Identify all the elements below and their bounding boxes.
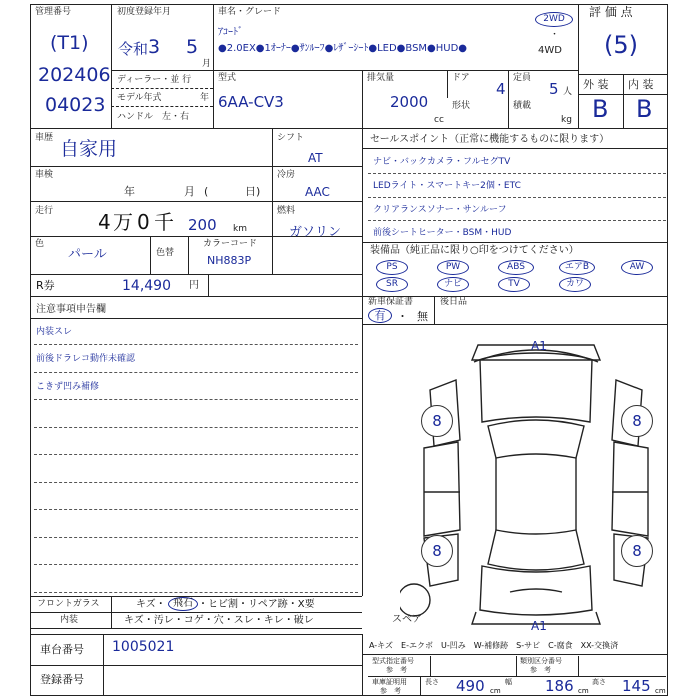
capacity-unit: 人 xyxy=(563,87,573,97)
equip-leather: カワ xyxy=(559,277,591,292)
front-mark: A1 xyxy=(531,339,547,353)
eval-label: 評 価 点 xyxy=(589,5,633,19)
month-unit: 月 xyxy=(202,59,212,69)
era: 令和 xyxy=(118,40,149,58)
warranty-no: 無 xyxy=(417,310,428,323)
note-line xyxy=(34,427,358,428)
drive-dot: ・ xyxy=(550,30,560,40)
displacement: 2000 xyxy=(390,93,429,111)
damage-legend: A-キズ E-エクボ U-凹み W-補修跡 S-サビ C-腐食 XX-交換済 xyxy=(369,641,619,650)
class-sub: 参 考 xyxy=(530,666,551,674)
rear-window-outline xyxy=(488,530,584,570)
color-code: NH883P xyxy=(207,254,252,267)
interior-label: 内 装 xyxy=(628,78,654,91)
yen-unit: 円 xyxy=(189,280,199,291)
left-doors xyxy=(424,442,460,536)
equip-navi: ナビ xyxy=(437,277,469,292)
chassis-number: 1005021 xyxy=(112,639,175,655)
kg-unit: kg xyxy=(561,115,572,125)
tire-front-right: 8 xyxy=(621,405,653,437)
color-change-label: 色替 xyxy=(156,248,175,258)
name-grade-label: 車名・グレード xyxy=(218,7,282,17)
windshield-outline xyxy=(488,420,584,458)
model-type: 6AA-CV3 xyxy=(218,93,284,111)
height: 145 xyxy=(622,677,651,695)
sales-point-1: ナビ・バックカメラ・フルセグTV xyxy=(373,157,511,167)
mileage-label: 走行 xyxy=(35,206,54,216)
ac: AAC xyxy=(305,185,330,199)
color: パール xyxy=(68,247,107,262)
rear-mark: A1 xyxy=(531,619,547,633)
note-line xyxy=(34,592,358,593)
inspection-paren: ( xyxy=(204,185,209,198)
sales-point-4: 前後シートヒーター・BSM・HUD xyxy=(373,228,512,238)
mgmt-number-1: 202406 xyxy=(38,64,111,86)
equip-tv: TV xyxy=(498,277,530,292)
note-line xyxy=(34,537,358,538)
windshield-opt-b: ・ヒビ割・リペア跡・X要 xyxy=(198,599,315,610)
car-name: ｱｺｰﾄﾞ xyxy=(218,27,243,38)
equipment-title: 装備品（純正品に限り○印をつけてください） xyxy=(370,245,579,256)
displacement-label: 排気量 xyxy=(367,73,395,83)
shape-label: 形状 xyxy=(452,101,471,111)
length-unit: cm xyxy=(490,687,501,695)
registration-label: 登録番号 xyxy=(40,673,84,686)
equip-aw: AW xyxy=(621,260,653,275)
reg-cert-sub: 参 考 xyxy=(380,687,401,695)
shift-label: シフト xyxy=(277,133,305,143)
inspection-year: 年 xyxy=(124,185,135,198)
history-label: 車歴 xyxy=(35,133,54,143)
note-3: こきず凹み補修 xyxy=(36,382,100,392)
cc-unit: cc xyxy=(434,115,444,125)
warranty-dot: ・ xyxy=(397,310,408,323)
first-reg-label: 初度登録年月 xyxy=(117,7,172,17)
eval-score: (5) xyxy=(604,31,638,59)
right-doors xyxy=(612,442,648,536)
width-unit: cm xyxy=(578,687,589,695)
hood-outline xyxy=(480,350,592,422)
reg-cert-label: 車庫証明用 xyxy=(372,678,407,686)
r-label: R券 xyxy=(36,279,55,292)
drive-4wd: 4WD xyxy=(538,45,562,56)
note-1: 内装スレ xyxy=(36,327,73,337)
equip-abs: ABS xyxy=(498,260,534,275)
mgmt-number-2: 04023 xyxy=(45,94,106,116)
height-unit: cm xyxy=(655,687,666,695)
note-line xyxy=(34,344,358,345)
tire-rear-left: 8 xyxy=(421,535,453,567)
load-label: 積載 xyxy=(513,101,532,111)
sales-point-3: クリアランスソナー・サンルーフ xyxy=(373,205,507,215)
later-items-label: 後日品 xyxy=(440,297,468,307)
width-label: 幅 xyxy=(505,678,512,686)
length: 490 xyxy=(456,677,485,695)
inspection-month: 月 xyxy=(184,185,195,198)
history: 自家用 xyxy=(60,138,118,160)
mgmt-label: 管理番号 xyxy=(35,7,72,17)
trunk-line xyxy=(510,589,562,592)
capacity-label: 定員 xyxy=(513,73,532,83)
model-type-label: 型式 xyxy=(218,73,237,83)
inspection-label: 車検 xyxy=(35,170,54,180)
roof-sides xyxy=(496,458,576,530)
note-line xyxy=(34,564,358,565)
door-label: ドア xyxy=(452,73,470,83)
drive-2wd-circled: 2WD xyxy=(535,12,573,27)
shift: AT xyxy=(308,151,323,165)
note-line xyxy=(34,399,358,400)
car-diagram xyxy=(400,330,668,633)
note-line xyxy=(34,509,358,510)
mileage-man: 万 xyxy=(113,210,133,234)
warranty-yes-circled: 有 xyxy=(368,308,392,323)
model-year-label: モデル年式 xyxy=(117,93,162,103)
reg-year: 3 xyxy=(148,36,161,58)
r-amount: 14,490 xyxy=(122,278,171,294)
sales-point-2: LEDライト・スマートキー2個・ETC xyxy=(373,181,521,191)
mgmt-code: (T1) xyxy=(50,32,89,54)
windshield-label: フロントガラス xyxy=(37,599,100,609)
interior-cond-label: 内装 xyxy=(60,615,79,625)
interior-conditions: キズ・汚レ・コゲ・穴・スレ・キレ・破レ xyxy=(124,615,314,626)
note-2: 前後ドラレコ動作未確認 xyxy=(36,354,136,364)
chassis-label: 車台番号 xyxy=(40,643,84,656)
handle-label: ハンドル 左・右 xyxy=(117,112,190,122)
notes-title: 注意事項申告欄 xyxy=(36,304,106,315)
ac-label: 冷房 xyxy=(277,170,296,180)
mileage-sen: 千 xyxy=(154,210,174,234)
mileage-hundreds: 200 xyxy=(188,216,217,234)
model-cert-label: 型式指定番号 xyxy=(372,657,414,665)
fuel-label: 燃料 xyxy=(277,206,296,216)
fuel: ガソリン xyxy=(289,225,342,240)
note-line xyxy=(34,482,358,483)
interior-grade: B xyxy=(636,95,653,123)
height-label: 高さ xyxy=(592,678,606,686)
tire-front-left: 8 xyxy=(421,405,453,437)
capacity: 5 xyxy=(549,80,559,98)
class-label: 類別区分番号 xyxy=(520,657,562,665)
reg-month: 5 xyxy=(186,36,199,58)
sales-points-title: セールスポイント（正常に機能するものに限ります） xyxy=(370,134,610,145)
mileage-ten-thousands: 4 xyxy=(98,210,111,234)
spare-tire-outline xyxy=(400,584,430,616)
model-cert-sub: 参 考 xyxy=(386,666,407,674)
mileage-thousands: 0 xyxy=(137,210,150,234)
note-line xyxy=(34,454,358,455)
color-label: 色 xyxy=(35,239,45,249)
equip-sr: SR xyxy=(376,277,408,292)
exterior-label: 外 装 xyxy=(583,78,609,91)
equip-airbag: エアB xyxy=(559,260,595,275)
length-label: 長さ xyxy=(425,678,439,686)
km-unit: km xyxy=(233,224,247,234)
color-code-label: カラーコード xyxy=(203,239,258,249)
exterior-grade: B xyxy=(592,95,609,123)
tire-rear-right: 8 xyxy=(621,535,653,567)
windshield-opt-a: キズ・ xyxy=(136,599,166,610)
note-line xyxy=(34,372,358,373)
dealer-label: ディーラー・並 行 xyxy=(117,75,192,85)
trunk-outline xyxy=(480,566,592,615)
inspection-day: 日) xyxy=(245,185,261,198)
equip-ps: PS xyxy=(376,260,408,275)
model-year-unit: 年 xyxy=(200,93,210,103)
grade: ●2.0EX●1ｵｰﾅｰ●ｻﾝﾙｰﾌ●ﾚｻﾞｰｼｰﾄ●LED●BSM●HUD● xyxy=(218,43,468,54)
warranty-label: 新車保証書 xyxy=(368,297,414,307)
doors: 4 xyxy=(496,80,506,98)
windshield-stone-chip-circled: 飛石 xyxy=(168,597,198,611)
equip-pw: PW xyxy=(437,260,469,275)
width: 186 xyxy=(545,677,574,695)
spare-label: スペア xyxy=(392,614,422,625)
